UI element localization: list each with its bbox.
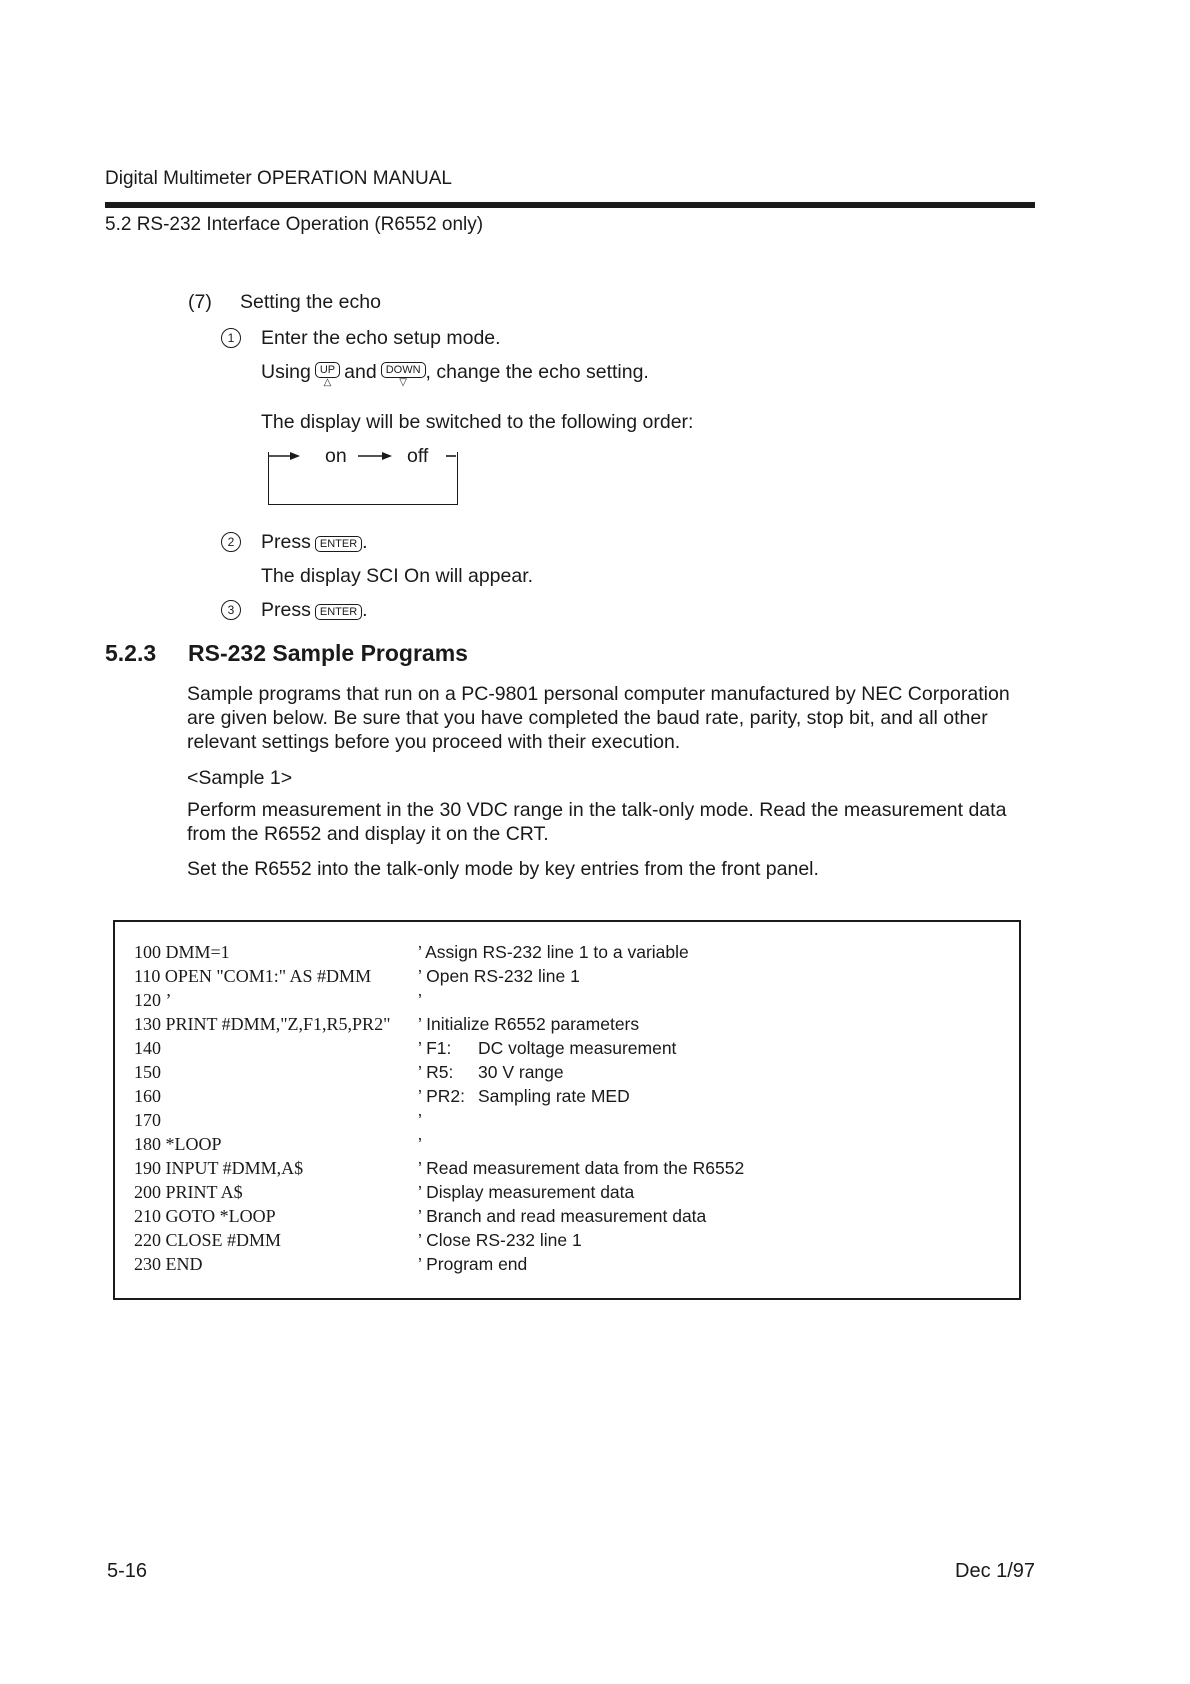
code-line: 180 *LOOP (134, 1134, 222, 1154)
item-number: (7) (188, 291, 212, 313)
down-key-icon: DOWN ▽ (381, 362, 426, 378)
code-line: 210 GOTO *LOOP (134, 1206, 276, 1226)
step-1-marker: 1 (221, 326, 241, 350)
code-line: 100 DMM=1 (134, 942, 230, 962)
page-number: 5-16 (107, 1560, 148, 1582)
code-comment: ’ R5: 30 V range (418, 1062, 564, 1082)
code-comment: ’ Open RS-232 line 1 (418, 966, 580, 986)
code-line: 170 (134, 1110, 161, 1130)
code-comment: ’ F1: DC voltage measurement (418, 1038, 677, 1058)
sample-note: Set the R6552 into the talk-only mode by key entries from the front panel. (187, 858, 819, 880)
manual-title: Digital Multimeter OPERATION MANUAL (105, 168, 452, 189)
cycle-off: off (407, 445, 429, 467)
code-comment: ’ Close RS-232 line 1 (418, 1230, 582, 1250)
code-comment: ’ Program end (418, 1254, 528, 1274)
step-3-text: Press ENTER . (261, 599, 368, 621)
code-line: 160 (134, 1086, 161, 1106)
code-line: 200 PRINT A$ (134, 1182, 243, 1202)
code-comment: ’ Display measurement data (418, 1182, 635, 1202)
code-comment: ’ Read measurement data from the R6552 (418, 1158, 745, 1178)
code-line: 230 END (134, 1254, 203, 1274)
enter-key-icon: ENTER (315, 604, 362, 620)
step-3-marker: 3 (221, 598, 241, 622)
code-comment: ’ (418, 990, 422, 1010)
item-title: Setting the echo (240, 291, 381, 313)
using-line: Using UP △ and DOWN ▽ , change the echo setting. (261, 361, 649, 388)
code-comment: ’ (418, 1110, 422, 1130)
subsection-number: 5.2.3 (105, 640, 157, 666)
cycle-arrows-icon (266, 446, 462, 466)
step-1-text: Enter the echo setup mode. (261, 327, 501, 349)
cycle-on: on (325, 445, 347, 467)
header-rule (105, 202, 1035, 208)
sample-description: Perform measurement in the 30 VDC range in the talk-only mode. Read the measurement data from the R6552 and display it on the CRT. (187, 799, 1007, 845)
code-line: 130 PRINT #DMM,"Z,F1,R5,PR2" (134, 1014, 391, 1034)
step-2-text: Press ENTER . (261, 531, 368, 553)
code-comment: ’ PR2: Sampling rate MED (418, 1086, 630, 1106)
code-line: 150 (134, 1062, 161, 1082)
enter-key-icon: ENTER (315, 536, 362, 552)
code-comment: ’ Branch and read measurement data (418, 1206, 707, 1226)
code-line: 120 ’ (134, 990, 172, 1010)
code-line: 140 (134, 1038, 161, 1058)
sample-label: <Sample 1> (187, 767, 293, 789)
code-line: 190 INPUT #DMM,A$ (134, 1158, 304, 1178)
step-2-marker: 2 (221, 530, 241, 554)
up-key-icon: UP △ (315, 362, 340, 378)
code-line: 110 OPEN "COM1:" AS #DMM (134, 966, 372, 986)
intro-paragraph: Sample programs that run on a PC-9801 personal computer manufactured by NEC Corporation are given below. Be sure that you have completed the baud rate, parity, stop bit, and all other relevant settings before you proceed with their execution. (187, 683, 1010, 753)
code-line: 220 CLOSE #DMM (134, 1230, 282, 1250)
revision-date: Dec 1/97 (955, 1560, 1036, 1582)
code-comment: ’ Assign RS-232 line 1 to a variable (418, 942, 689, 962)
code-comment: ’ (418, 1134, 422, 1154)
section-heading: 5.2 RS-232 Interface Operation (R6552 only) (105, 214, 484, 235)
display-text: The display SCI On will appear. (261, 565, 534, 587)
code-comment: ’ Initialize R6552 parameters (418, 1014, 640, 1034)
subsection-title: RS-232 Sample Programs (188, 640, 468, 666)
order-text: The display will be switched to the following order: (261, 411, 694, 433)
